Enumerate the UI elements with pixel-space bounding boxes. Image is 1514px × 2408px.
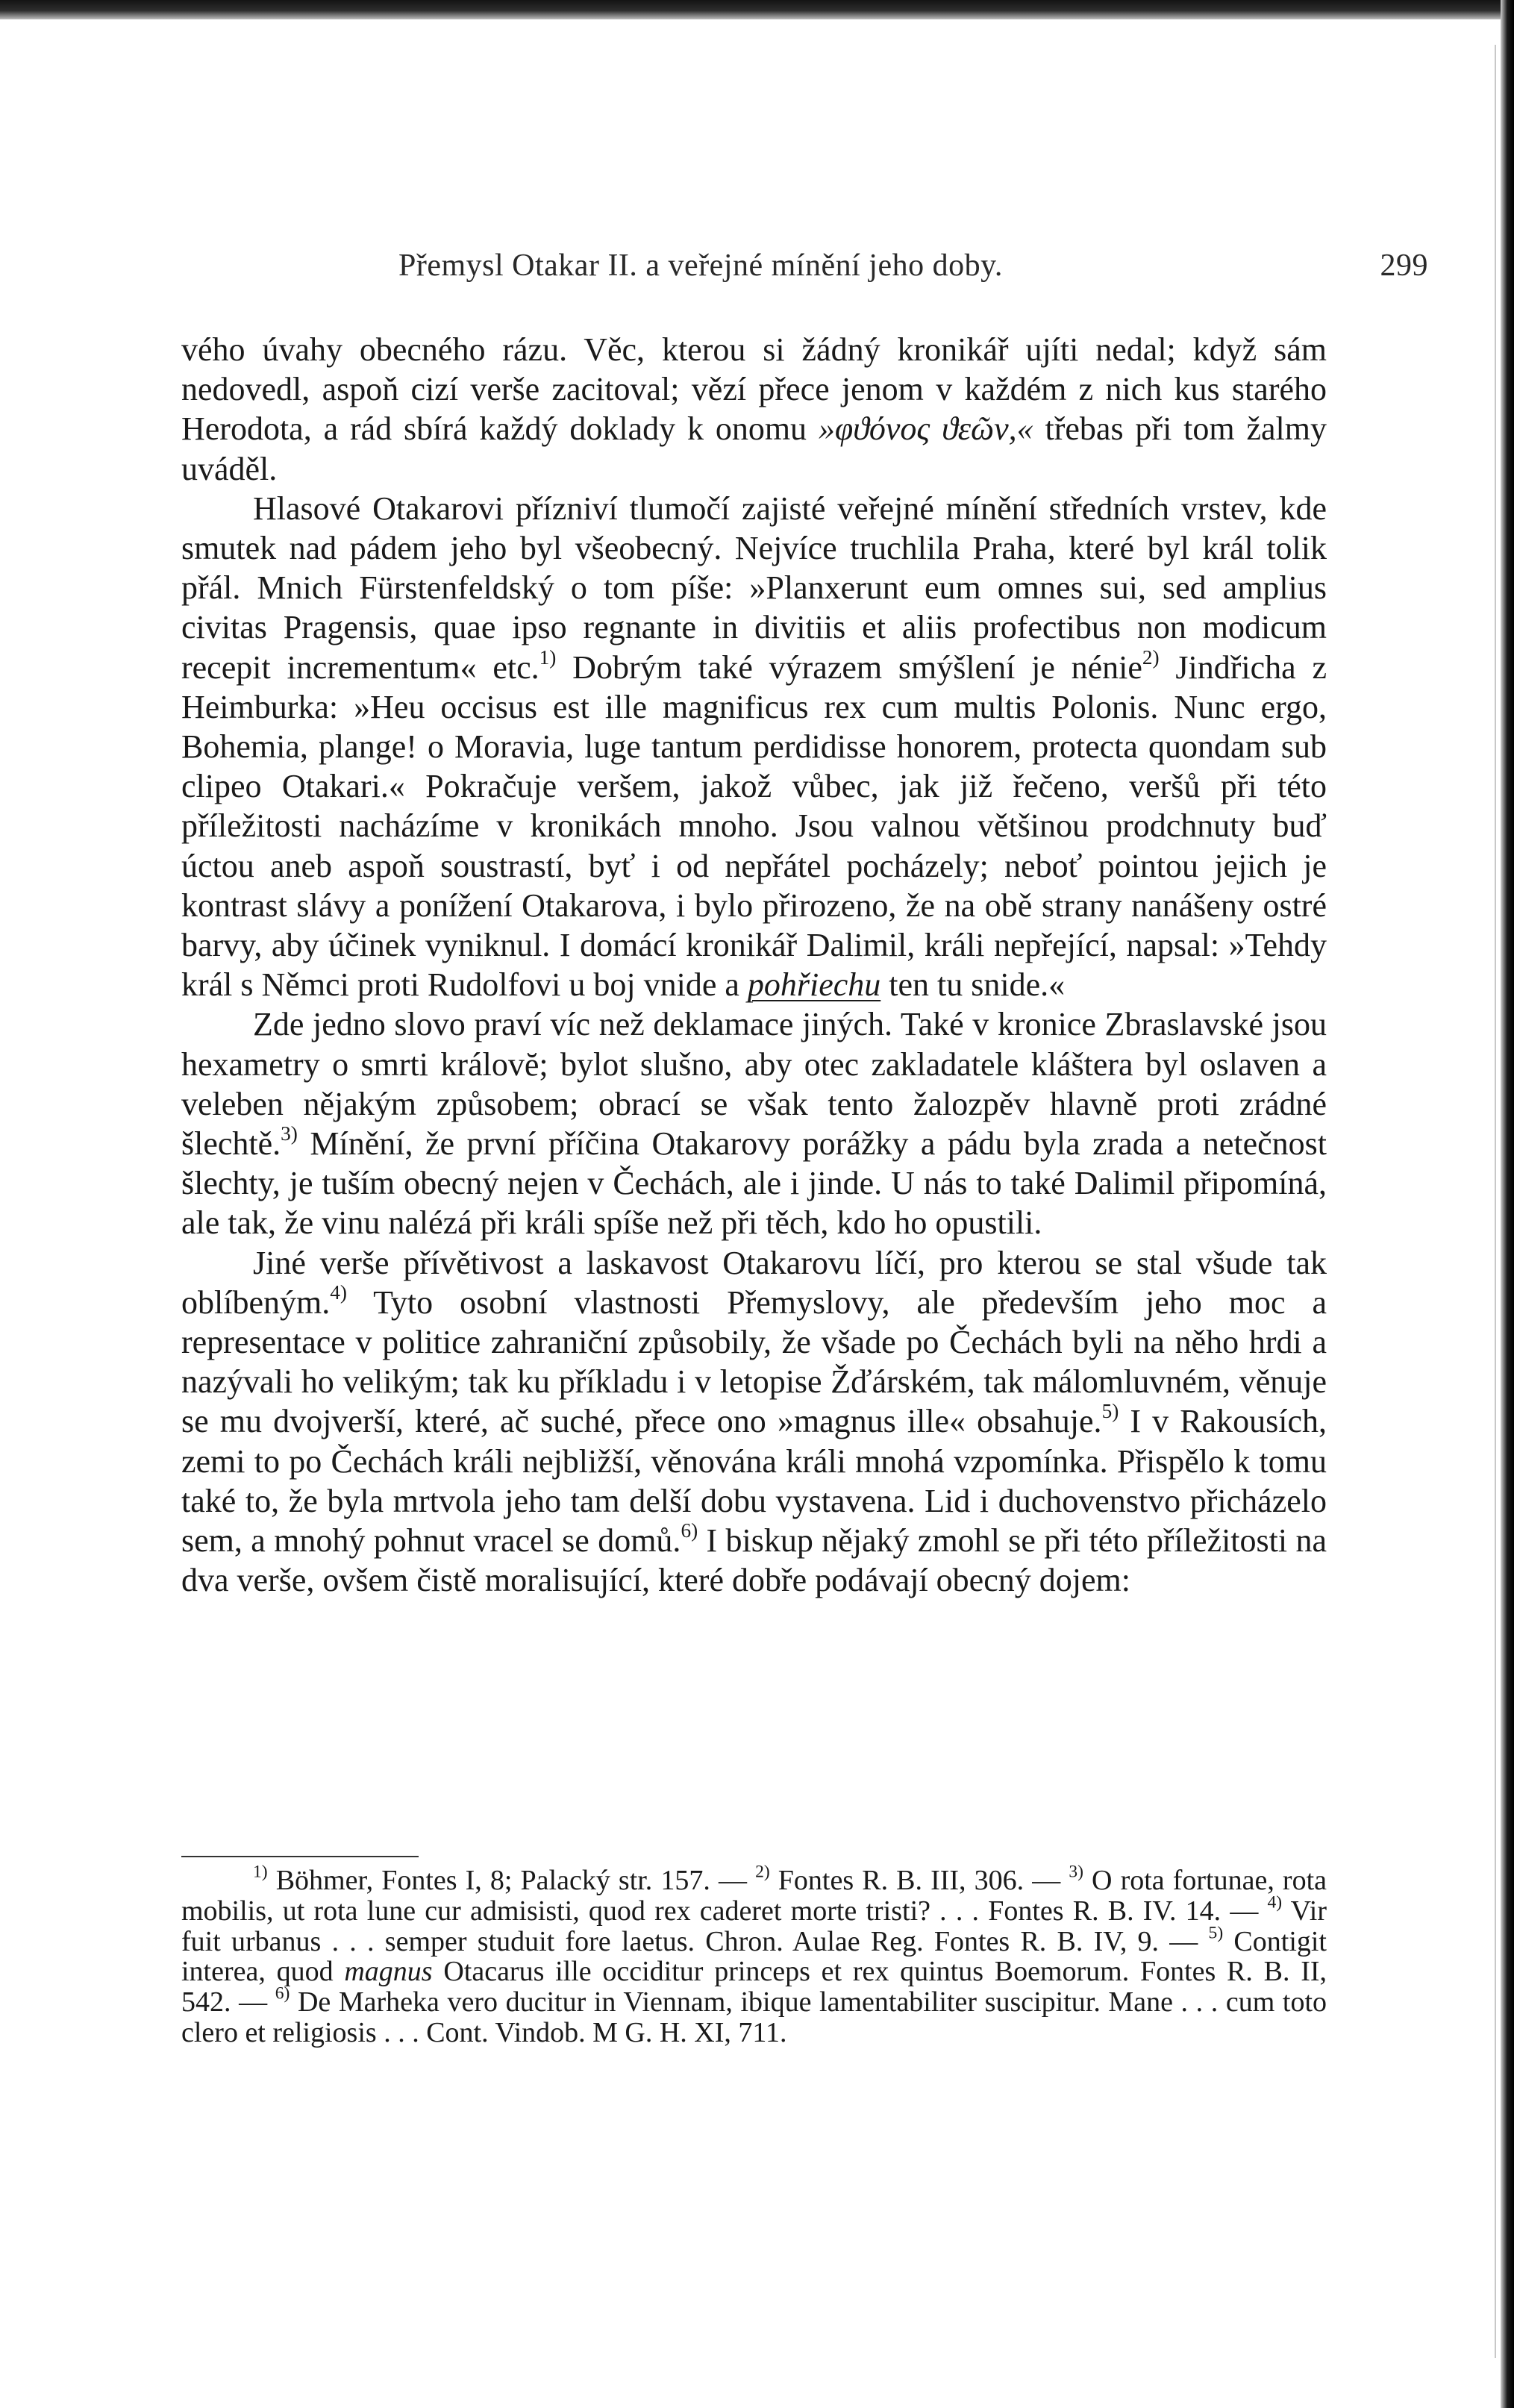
text-run: ten tu snide.« — [880, 966, 1066, 1004]
text-run: Jiné verše přívětivost a laskavost Otakarovu líčí, pro kterou se stal všude tak oblíbeným. — [181, 1244, 1327, 1321]
footnote-mark-5: 5) — [1208, 1923, 1224, 1943]
running-title: Přemysl Otakar II. a veřejné mínění jeho doby. — [398, 248, 1003, 283]
footnote-5b: Otacarus ille occiditur princeps et rex quintus Boemorum. Fontes R. B. II, 542. — — [181, 1956, 1327, 2018]
paragraph-4 — [181, 1243, 1327, 1601]
text-run: I v Rakousích, zemi to po Čechách králi nejbližší, věnována králi mnohá vzpomínka. Přispělo k tomu také to, že byla mrtvola jeho tam delší dobu vystavena. Lid i duchovenstvo přicházelo sem, a mnohý pohnut vracel se domů. — [181, 1403, 1327, 1560]
text-run: Zde jedno slovo praví víc než deklamace jiných. Také v kronice Zbraslavské jsou hexametry o smrti královĕ; bylot slušno, aby otec zakladatele kláštera byl oslaven a veleben nějakým způsobem; obrací se však tento žalozpěv hlavně proti zrádné šlechtě. — [181, 1006, 1327, 1163]
footnote-6: De Marheka vero ducitur in Viennam, ibique lamentabiliter suscipitur. Mane . . . cum toto clero et religiosis . . . Cont. Vindob. M G. H. XI, 711. — [181, 1986, 1327, 2048]
footnote-4: Vir fuit urbanus . . . semper studuit fore laetus. Chron. Aulae Reg. Fontes R. B. IV, 9. — — [181, 1895, 1327, 1957]
footnote-mark-2: 2) — [755, 1862, 770, 1882]
text-run: třebas při tom žalmy uváděl. — [181, 410, 1327, 487]
page-number: 299 — [1380, 248, 1428, 283]
footnote-ref-5: 5) — [1101, 1400, 1119, 1423]
footnote-mark-6: 6) — [275, 1983, 290, 2004]
footnote-ref-3: 3) — [281, 1122, 298, 1145]
footnote-2: Fontes R. B. III, 306. — — [769, 1865, 1069, 1896]
text-run: I biskup nějaký zmohl se při této příležitosti na dva verše, ovšem čistě moralisující, které dobře podávají obecný dojem: — [181, 1522, 1327, 1599]
footnote-3: O rota fortunae, rota mobilis, ut rota lune cur admisisti, quod rex caderet morte tristi? . . . Fontes R. B. IV. 14. — — [181, 1865, 1327, 1927]
text-run: Mínění, že první příčina Otakarovy porážky a pádu byla zrada a netečnost šlechty, je tuším obecný nejen v Čechách, ale i jinde. U nás to také Dalimil připomíná, ale tak, že vinu nalézá při králi spíše než při těch, kdo ho opustili. — [181, 1125, 1327, 1242]
footnote-1: Böhmer, Fontes I, 8; Palacký str. 157. — — [267, 1865, 756, 1896]
paragraph-1 — [181, 330, 1327, 489]
footnote-mark-4: 4) — [1267, 1892, 1283, 1913]
footnote-block — [181, 1862, 1327, 2048]
text-run: Dobrým také výrazem smýšlení je nénie — [556, 648, 1142, 686]
footnotes — [181, 1862, 1327, 2048]
paragraph-3 — [181, 1004, 1327, 1242]
greek-quote: »φϑόνος ϑεῶν,« — [818, 410, 1033, 448]
footnote-ref-4: 4) — [330, 1280, 347, 1304]
emphasized-word: pohřiechu — [747, 966, 881, 1004]
footnote-mark-1: 1) — [253, 1862, 268, 1882]
footnote-ref-1: 1) — [539, 645, 557, 669]
text-run: Hlasové Otakarovi přízniví tlumočí zajisté veřejné mínění středních vrstev, kde smutek nad pádem jeho byl všeobecný. Nejvíce truchlila Praha, které byl král tolik přál. Mnich Fürstenfeldský o tom píše: »Planxerunt eum omnes sui, sed amplius civitas Pragensis, quae ipso regnante in divitiis et aliis profectibus non modicum recepit incrementum« etc. — [181, 490, 1327, 686]
paragraph-2 — [181, 489, 1327, 1005]
footnote-5a: Contigit interea, quod — [181, 1925, 1327, 1988]
footnote-ref-6: 6) — [681, 1519, 698, 1542]
running-head — [398, 248, 1428, 293]
main-text — [181, 330, 1327, 1601]
text-run: vého úvahy obecného rázu. Věc, kterou si žádný kronikář ujíti nedal; když sám nedovedl, aspoň cizí verše zacitoval; vězí přece jenom v každém z nich kus starého Herodota, a rád sbírá každý doklady k onomu — [181, 331, 1327, 448]
footnote-divider — [181, 1856, 419, 1857]
footnote-mark-3: 3) — [1069, 1862, 1083, 1882]
footnote-5-italic: magnus — [344, 1956, 433, 1988]
text-run: Tyto osobní vlastnosti Přemyslovy, ale především jeho moc a representace v politice zahraniční způsobily, že všade po Čechách byli na něho hrdi a nazývali ho velikým; tak ku příkladu i v letopise Žďárském, tak málomluvném, věnuje se mu dvojverší, které, ač suché, přece ono »magnus ille« obsahuje. — [181, 1283, 1327, 1440]
text-run: Jindřicha z Heimburka: »Heu occisus est ille magnificus rex cum multis Polonis. Nunc ergo, Bohemia, plange! o Moravia, luge tantum perdidisse honorem, protecta quondam sub clipeo Otakari.« Pokračuje veršem, jakož vůbec, jak již řečeno, veršů při této příležitosti nacházíme v kronikách mnoho. Jsou valnou většinou prodchnuty buď úctou aneb aspoň soustrastí, byť i od nepřátel pocházely; neboť pointou jejich je kontrast slávy a ponížení Otakarova, i bylo přirozeno, že na obě strany nanášeny ostré barvy, aby účinek vyniknul. I domácí kronikář Dalimil, králi nepřející, napsal: »Tehdy král s Němci proti Rudolfovi u boj vnide a — [181, 648, 1327, 1004]
footnote-ref-2: 2) — [1142, 645, 1160, 669]
